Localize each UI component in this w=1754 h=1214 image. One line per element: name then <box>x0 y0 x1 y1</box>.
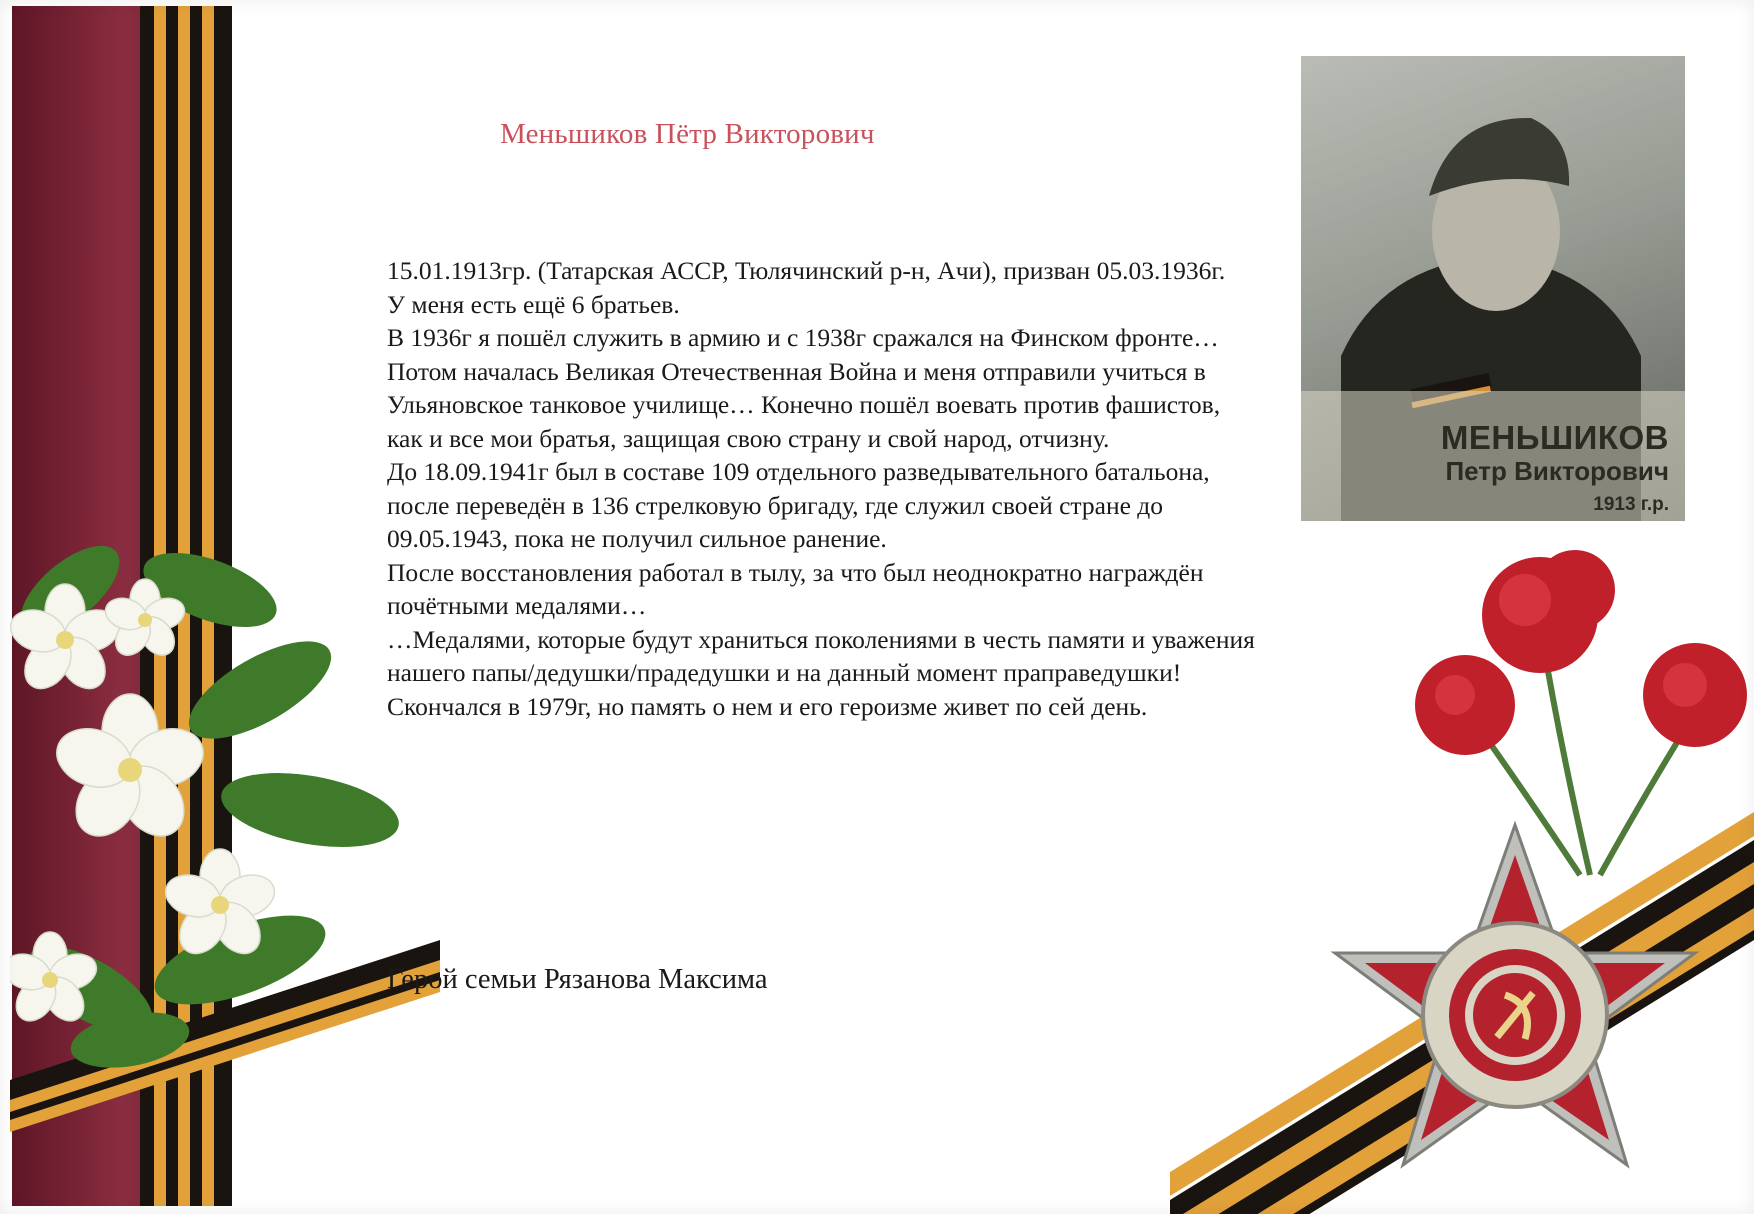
portrait-photo <box>1301 56 1685 521</box>
paragraph: До 18.09.1941г был в составе 109 отдельного разведывательного батальона, после переведён в 136 стрелковую бригаду, где служил своей стране до 09.05.1943, пока не получил сильное ранение. <box>387 457 1210 553</box>
paragraph: В 1936г я пошёл служить в армию и с 1938г сражался на Финском фронте… <box>387 323 1219 352</box>
blossom-decoration <box>10 520 440 1210</box>
paragraph: После восстановления работал в тылу, за что был неоднократно награждён почётными медалями… <box>387 557 1204 620</box>
order-patriotic-war-icon <box>1170 780 1754 1214</box>
portrait-caption <box>1441 420 1669 520</box>
portrait-surname: МЕНЬШИКОВ <box>1440 419 1669 456</box>
paragraph: …Медалями, которые будут храниться поколениями в честь памяти и уважения нашего папы/дедушки/прадедушки и на данный момент праправедушки! <box>387 624 1255 687</box>
portrait-birth-year: 1913 г.р. <box>1593 494 1669 515</box>
paragraph: Потом началась Великая Отечественная Война и меня отправили учиться в Ульяновское танковое училище… Конечно пошёл воевать против фашистов, как и все мои братья, защищая свою страну и свой народ, отчизну. <box>387 356 1221 453</box>
paragraph: 15.01.1913гр. (Татарская АССР, Тюлячинский р-н, Ачи), призван 05.03.1936г. <box>387 256 1226 285</box>
document-title: Меньшиков Пётр Викторович <box>500 118 875 150</box>
paragraph: Скончался в 1979г, но память о нем и его героизме живет по сей день. <box>387 691 1148 721</box>
paragraph: У меня есть ещё 6 братьев. <box>387 289 680 319</box>
portrait-given-names: Петр Викторович <box>1445 456 1669 486</box>
signature-line: Герой семьи Рязанова Максима <box>387 964 768 995</box>
biography-text <box>387 254 1257 723</box>
